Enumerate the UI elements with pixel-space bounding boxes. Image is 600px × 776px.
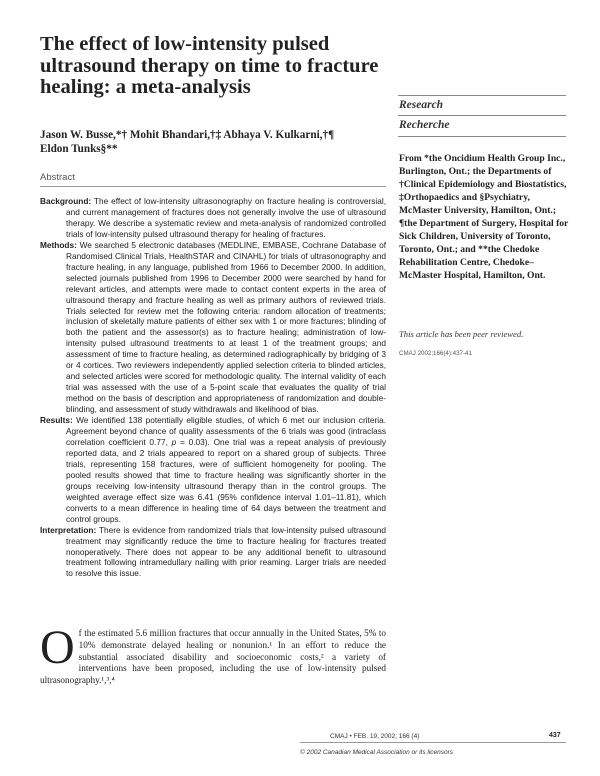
- abstract-results: [40, 415, 386, 525]
- abstract-heading: Abstract: [40, 172, 75, 183]
- peer-review-note: This article has been peer reviewed.: [399, 329, 524, 339]
- abstract-background: [40, 196, 386, 240]
- citation: CMAJ 2002;166(4):437-41: [399, 350, 472, 357]
- section-label-english: Research: [399, 99, 444, 111]
- abstract-body: [40, 196, 386, 579]
- abstract-methods: [40, 240, 386, 415]
- authors-line-1: Jason W. Busse,*† Mohit Bhandari,†‡ Abhaya V. Kulkarni,†¶: [40, 129, 335, 141]
- interpretation-label: Interpretation:: [40, 524, 97, 535]
- page-number: 437: [549, 732, 561, 739]
- article-title: The effect of low-intensity pulsed ultrasound therapy on time to fracture healing: a meta-analysis: [40, 33, 379, 98]
- sidebar-rule-top: [398, 95, 566, 96]
- author-list: [40, 128, 380, 156]
- results-text-b: = 0.03). One trial was a repeat analysis of previously reported data, and 2 trials appeared to report on a shared group of subjects. Three trials, representing 158 fractures, were of sufficient homogeneity for pooling. The pooled results showed that time to fracture healing was significantly shorter in the groups receiving low-intensity ultrasound therapy than in the control groups. The weighted average effect size was 6.41 (95% confidence interval 1.01–11.81), which converts to a mean difference in healing time of 64 days between the treatment and control groups.: [66, 436, 386, 524]
- intro-text: f the estimated 5.6 million fractures that occur annually in the United States, 5% to 10% demonstrate delayed healing or nonunion.¹ In an effort to reduce the substantial associated disability and socioeconomic costs,² a variety of interventions have been proposed, including the use of low-intensity pulsed ultrasonography.¹,³,⁴: [40, 628, 386, 686]
- results-label: Results:: [40, 415, 73, 426]
- background-label: Background:: [40, 196, 92, 206]
- author-affiliations: From *the Oncidium Health Group Inc., Burlington, Ont.; the Departments of †Clinical Epidemiology and Biostatistics, ‡Orthopaedics and §Psychiatry, McMaster University, Hamilton, Ont.; ¶the Department of Surgery, Hospital for Sick Children, University of Toronto, Toronto, Ont.; and **the Chedoke Rehabilitation Centre, Chedoke–McMaster Hospital, Hamilton, Ont.: [399, 153, 569, 281]
- interpretation-text: There is evidence from randomized trials that low-intensity pulsed ultrasound treatment may significantly reduce the time to fracture healing for fractures treated nonoperatively. There does not appear to be any additional benefit to ultrasound treatment following intramedullary nailing with prior reaming. Larger trials are needed to resolve this issue.: [66, 524, 386, 579]
- section-label-french: Recherche: [399, 119, 450, 131]
- footer-divider: [300, 742, 566, 743]
- drop-cap: O: [40, 621, 75, 674]
- methods-text: We searched 5 electronic databases (MEDLINE, EMBASE, Cochrane Database of Randomised Clinical Trials, HealthSTAR and CINAHL) for trials of ultrasonography and fracture healing, in any language, published from 1966 to December 2000. In addition, selected journals published from 1996 to December 2000 were searched by hand for relevant articles, and attempts were made to contact content experts in the area of ultrasound therapy and fracture healing as well as primary authors of reviewed trials. Trials selected for review met the following criteria: random allocation of treatments; inclusion of skeletally mature patients of either sex with 1 or more fractures; blinding of both the patient and the assessor(s) as to fracture healing; administration of low-intensity pulsed ultrasound treatments to at least 1 of the treatment groups; and assessment of time to fracture healing, as determined radiographically by bridging of 3 or 4 cortices. Two reviewers independently applied selection criteria to blinded articles, and selected articles were scored for methodologic quality. The internal validity of each trial was assessed with the use of a 5-point scale that evaluates the quality of trial method on the basis of description and appropriateness of randomization and double-blinding, and assessment of study withdrawals and likelihood of bias.: [66, 239, 386, 415]
- footer-journal-info: CMAJ • FEB. 19, 2002; 166 (4): [330, 733, 420, 740]
- abstract-interpretation: [40, 525, 386, 580]
- sidebar-rule-bottom: [398, 136, 566, 137]
- results-text-a: We identified 138 potentially eligible studies, of which 6 met our inclusion criteria. Agreement beyond chance of quality assessments of the 6 trials was good (intraclass correlation coefficient 0.77,: [66, 415, 386, 447]
- abstract-divider: [40, 186, 386, 187]
- results-p-value-symbol: p: [171, 436, 177, 447]
- sidebar-rule-middle: [398, 115, 566, 116]
- authors-line-2: Eldon Tunks§**: [40, 143, 118, 155]
- intro-paragraph: [40, 621, 386, 687]
- methods-label: Methods:: [40, 239, 77, 250]
- copyright-notice: © 2002 Canadian Medical Association or its licensors: [300, 749, 454, 756]
- background-text: The effect of low-intensity ultrasonography on fracture healing is controversial, and current management of fractures does not generally involve the use of ultrasound therapy. We describe a systematic review and meta-analysis of randomized controlled trials of low-intensity pulsed ultrasound therapy for healing of fractures.: [66, 196, 386, 239]
